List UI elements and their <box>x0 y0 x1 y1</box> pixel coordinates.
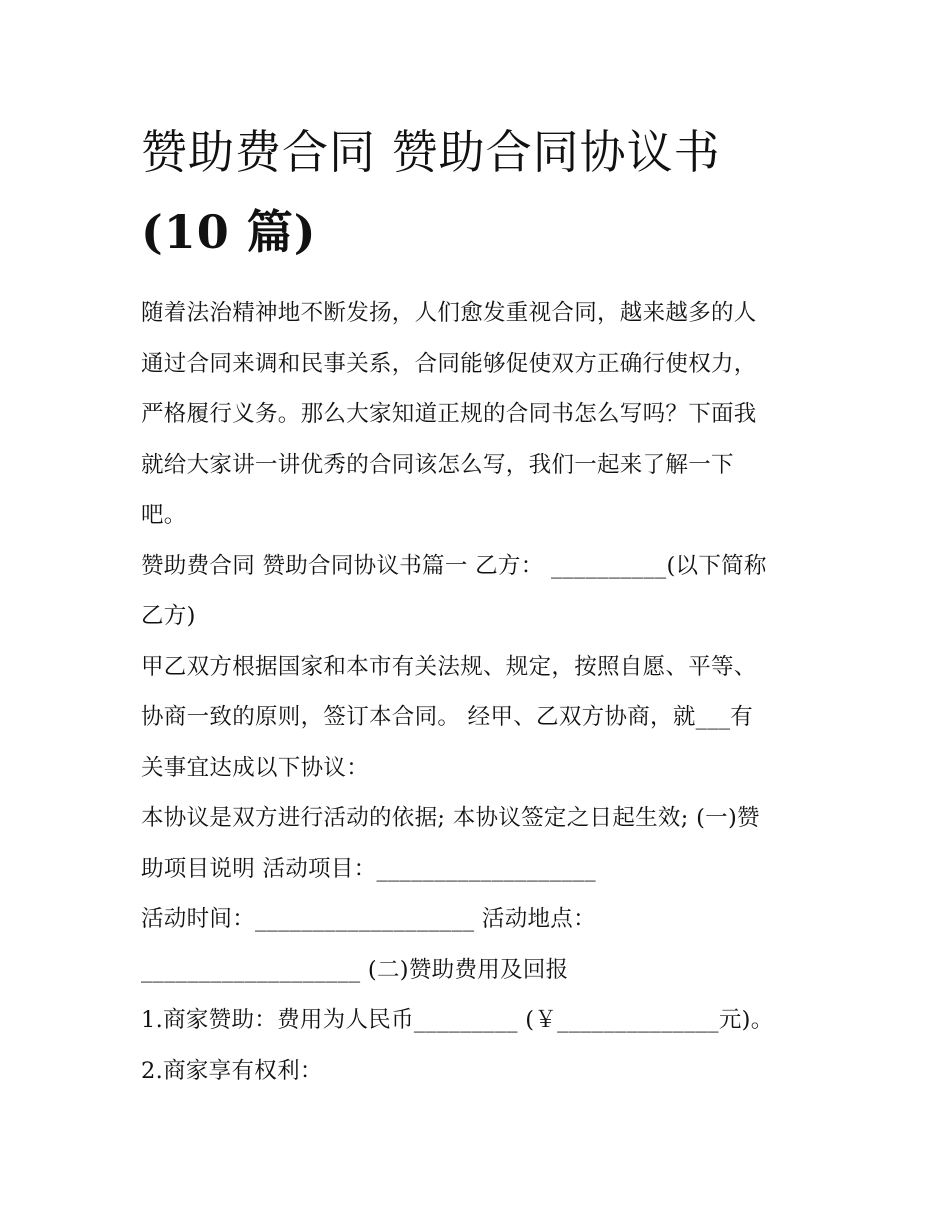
body-line: 活动时间：___________________ 活动地点： <box>141 906 596 932</box>
body-line: 就给大家讲一讲优秀的合同该怎么写，我们一起来了解一下 <box>141 451 734 478</box>
body-line: 通过合同来调和民事关系，合同能够促使双方正确行使权力， <box>141 350 757 377</box>
title-line-1: 赞助费合同 赞助合同协议书 <box>141 125 721 179</box>
body-line: 赞助费合同 赞助合同协议书篇一 乙方： __________(以下简称 <box>141 552 767 579</box>
title-line-2: (10 篇) <box>141 205 317 259</box>
document-body <box>141 288 821 1096</box>
body-line: 严格履行义务。那么大家知道正规的合同书怎么写吗？下面我 <box>141 401 757 427</box>
body-line: 随着法治精神地不断发扬，人们愈发重视合同，越来越多的人 <box>141 300 757 326</box>
body-line: 乙方) <box>141 603 196 629</box>
body-line: 本协议是双方进行活动的依据; 本协议签定之日起生效; (一)赞 <box>141 805 760 831</box>
document-title <box>141 112 821 272</box>
document-page <box>141 112 821 1096</box>
body-line: 关事宜达成以下协议： <box>141 754 370 781</box>
body-line: 2.商家享有权利： <box>141 1057 323 1084</box>
body-line: 协商一致的原则，签订本合同。 经甲、乙双方协商，就___有 <box>141 704 754 730</box>
body-line: ___________________ (二)赞助费用及回报 <box>141 956 569 983</box>
body-line: 吧。 <box>141 502 187 528</box>
body-line: 1.商家赞助：费用为人民币_________ (￥______________元)。 <box>141 1007 774 1033</box>
body-line: 助项目说明 活动项目：___________________ <box>141 855 596 882</box>
body-line: 甲乙双方根据国家和本市有关法规、规定，按照自愿、平等、 <box>141 653 757 680</box>
